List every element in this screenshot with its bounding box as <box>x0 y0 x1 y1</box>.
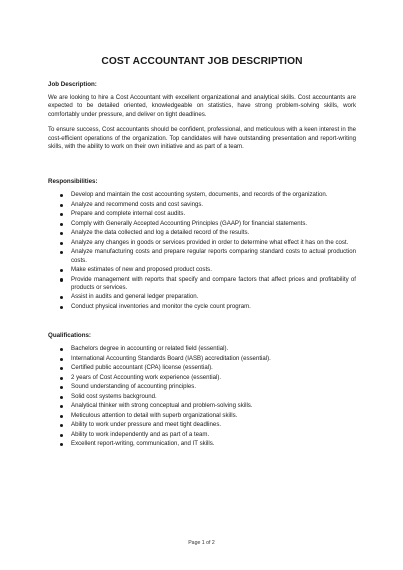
list-item: Sound understanding of accounting principles. <box>48 383 356 391</box>
list-item: Certified public accountant (CPA) license (essential). <box>48 364 356 372</box>
list-item: 2 years of Cost Accounting work experience (essential). <box>48 374 356 382</box>
list-item: Analyze the data collected and log a detailed record of the results. <box>48 229 356 237</box>
bullet-icon <box>60 405 63 408</box>
list-item: Comply with Generally Accepted Accounting Principles (GAAP) for financial statements. <box>48 220 356 228</box>
responsibilities-list <box>48 191 356 311</box>
list-item: Develop and maintain the cost accounting system, documents, and records of the organization. <box>48 191 356 199</box>
bullet-icon <box>60 367 63 370</box>
responsibilities-heading: Responsibilities: <box>48 178 98 186</box>
list-item: Assist in audits and general ledger preparation. <box>48 293 356 301</box>
bullet-icon <box>60 348 63 351</box>
bullet-icon <box>60 223 63 226</box>
list-item: Analytical thinker with strong conceptual and problem-solving skills. <box>48 402 356 410</box>
bullet-icon <box>60 251 63 254</box>
bullet-icon <box>60 194 63 197</box>
document-content <box>48 56 356 450</box>
qualifications-list <box>48 345 356 448</box>
bullet-icon <box>60 443 63 446</box>
list-item: Provide management with reports that specify and compare factors that affect prices and profitability of products or services. <box>48 276 356 292</box>
list-item: Conduct physical inventories and monitor the cycle count program. <box>48 303 356 311</box>
qualifications-heading: Qualifications: <box>48 332 91 340</box>
job-description-heading: Job Description: <box>48 81 97 88</box>
bullet-icon <box>60 386 63 389</box>
bullet-icon <box>60 269 63 272</box>
list-item: Ability to work under pressure and meet tight deadlines. <box>48 421 356 429</box>
list-item: Bachelors degree in accounting or related field (essential). <box>48 345 356 353</box>
bullet-icon <box>60 204 63 207</box>
bullet-icon <box>60 377 63 380</box>
document-title: COST ACCOUNTANT JOB DESCRIPTION <box>101 56 303 67</box>
bullet-icon <box>60 232 63 235</box>
bullet-icon <box>60 278 63 281</box>
bullet-icon <box>60 415 63 418</box>
list-item: Excellent report-writing, communication, and IT skills. <box>48 440 356 448</box>
job-description-paragraph: To ensure success, Cost accountants should be confident, professional, and meticulous with a keen interest in the cost-efficient operations of the organization. Top candidates will have outstanding presentation and report-writing skills, with the ability to work on their own initiative and as part of a team. <box>48 126 356 151</box>
bullet-icon <box>60 424 63 427</box>
bullet-icon <box>60 242 63 245</box>
bullet-icon <box>60 296 63 299</box>
list-item: Meticulous attention to detail with superb organizational skills. <box>48 412 356 420</box>
list-item: Analyze any changes in goods or services provided in order to determine what effect it has on the cost. <box>48 239 356 247</box>
list-item: Analyze manufacturing costs and prepare regular reports comparing standard costs to actual production costs. <box>48 248 356 264</box>
job-description-paragraph: We are looking to hire a Cost Accountant with excellent organizational and analytical skills. Cost accountants are expected to be detailed oriented, knowledgeable on statistics, have strong problem-solving skills, work comfortably under pressure, and deliver on tight deadlines. <box>48 94 356 118</box>
list-item: Analyze and recommend costs and cost savings. <box>48 201 356 209</box>
list-item: Prepare and complete internal cost audits. <box>48 210 356 218</box>
list-item: Make estimates of new and proposed product costs. <box>48 266 356 274</box>
bullet-icon <box>60 213 63 216</box>
list-item: Solid cost systems background. <box>48 393 356 401</box>
bullet-icon <box>60 434 63 437</box>
page-number: Page 1 of 2 <box>188 540 215 546</box>
bullet-icon <box>60 306 63 309</box>
bullet-icon <box>60 396 63 399</box>
list-item: Ability to work independently and as part of a team. <box>48 431 356 439</box>
bullet-icon <box>60 358 63 361</box>
list-item: International Accounting Standards Board (IASB) accreditation (essential). <box>48 355 356 363</box>
